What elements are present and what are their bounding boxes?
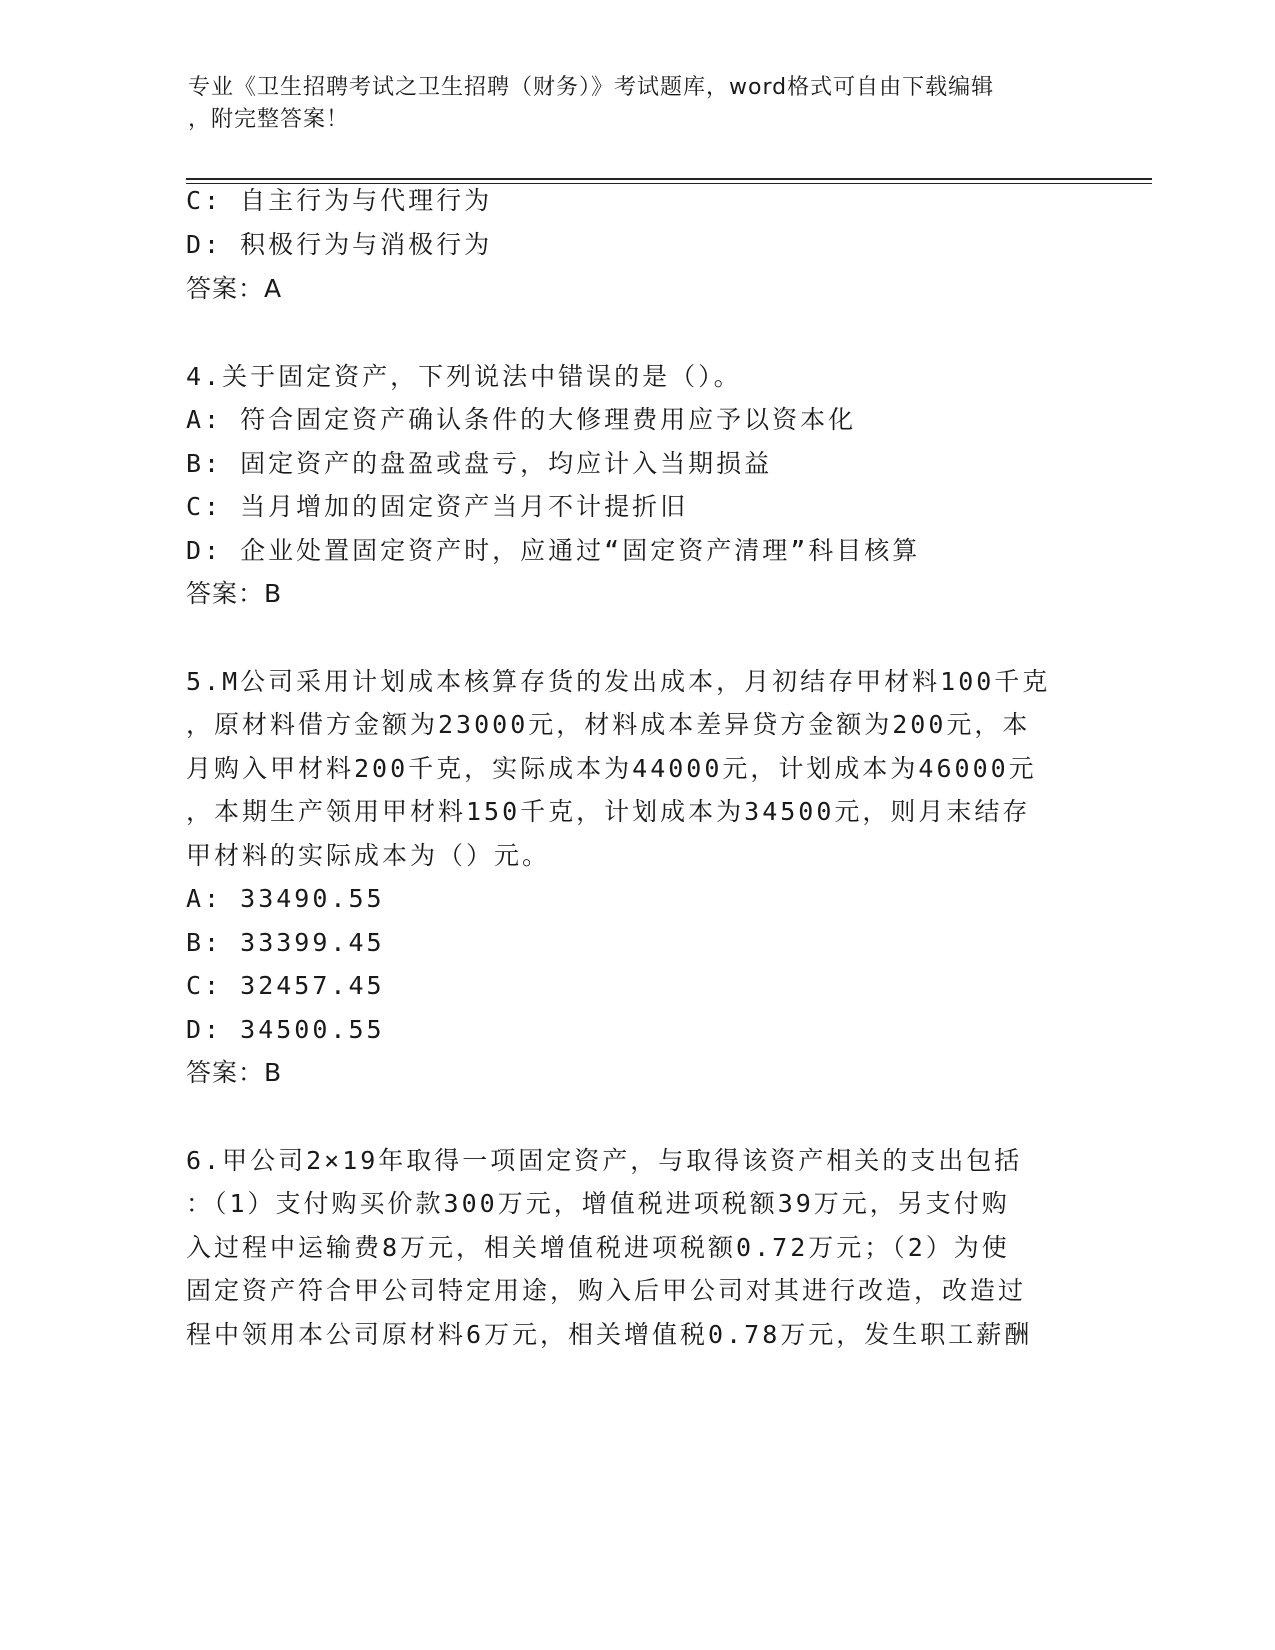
- question-stem-line: 6.甲公司2×19年取得一项固定资产，与取得该资产相关的支出包括: [186, 1146, 1023, 1175]
- option-b: B: 33399.45: [186, 928, 385, 957]
- option-b: B: 固定资产的盘盈或盘亏，均应计入当期损益: [186, 449, 773, 478]
- question-stem-line: 5.M公司采用计划成本核算存货的发出成本，月初结存甲材料100千克: [186, 667, 1051, 696]
- header-line: ，附完整答案！: [188, 107, 350, 132]
- question-stem-line: 月购入甲材料200千克，实际成本为44000元，计划成本为46000元: [186, 754, 1037, 783]
- option-d: D: 34500.55: [186, 1015, 385, 1044]
- question-stem: 4.关于固定资产，下列说法中错误的是（）。: [186, 362, 742, 391]
- answer-line: 答案：B: [186, 579, 283, 608]
- option-a: A: 33490.55: [186, 884, 385, 913]
- option-c: C: 32457.45: [186, 971, 385, 1000]
- option-d: D: 企业处置固定资产时，应通过“固定资产清理”科目核算: [186, 536, 921, 565]
- option-c: C: 自主行为与代理行为: [186, 186, 493, 215]
- question-stem-line: ，本期生产领用甲材料150千克，计划成本为34500元，则月末结存: [186, 797, 1031, 826]
- question-stem-line: ，原材料借方金额为23000元，材料成本差异贷方金额为200元，本: [186, 710, 1031, 739]
- question-stem-line: ：（1）支付购买价款300万元，增值税进项税额39万元，另支付购: [186, 1189, 1010, 1218]
- question-stem-line: 甲材料的实际成本为（）元。: [186, 841, 551, 870]
- answer-line: 答案：B: [186, 1058, 283, 1087]
- header-line: 专业《卫生招聘考试之卫生招聘（财务）》考试题库，word格式可自由下载编辑: [188, 75, 995, 100]
- header-divider: [186, 178, 1152, 180]
- option-c: C: 当月增加的固定资产当月不计提折旧: [186, 492, 689, 521]
- question-stem-line: 固定资产符合甲公司特定用途，购入后甲公司对其进行改造，改造过: [186, 1276, 1027, 1305]
- option-d: D: 积极行为与消极行为: [186, 230, 493, 259]
- answer-line: 答案：A: [186, 274, 283, 303]
- document-header: [188, 72, 1078, 136]
- question-stem-line: 入过程中运输费8万元，相关增值税进项税额0.72万元；（2）为使: [186, 1233, 1010, 1262]
- question-stem-line: 程中领用本公司原材料6万元，相关增值税0.78万元，发生职工薪酬: [186, 1320, 1033, 1349]
- header-divider: [186, 183, 1152, 184]
- option-a: A: 符合固定资产确认条件的大修理费用应予以资本化: [186, 405, 857, 434]
